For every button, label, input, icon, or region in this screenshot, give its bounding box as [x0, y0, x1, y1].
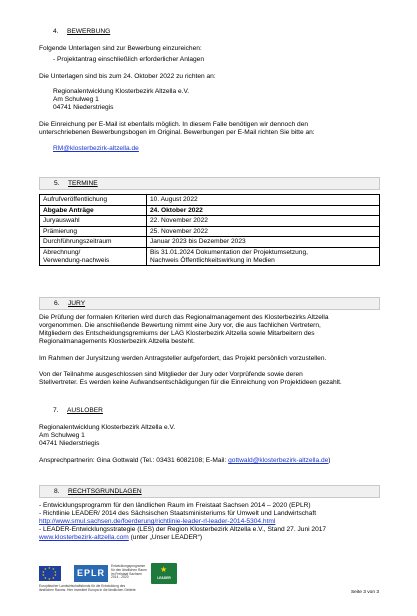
smul-link[interactable]: http://www.smul.sachsen.de/foerderung/richtlinie-leader-rl-leader-2014-5304.html	[39, 518, 276, 525]
section-heading-rechtsgrundlagen: 8. RECHTSGRUNDLAGEN	[54, 488, 142, 495]
section-heading-box	[39, 177, 380, 190]
table-cell-label: Aufrufveröffentlichung	[40, 195, 147, 206]
table-cell-value: 25. November 2022	[147, 226, 380, 237]
paragraph: Im Rahmen der Jurysitzung werden Antragsteller aufgefordert, das Projekt persönlich vorzustellen.	[39, 355, 327, 362]
paragraph: Mitgliedern des Entscheidungsgremiums der LAG Klosterbezirk Altzella sowie Mitarbeitern des	[39, 330, 315, 337]
table-cell-label: Prämierung	[40, 226, 147, 237]
table-row	[40, 247, 380, 265]
eu-flag-icon: ★ ★ ★ ★ ★ ★ ★ ★ ★ ★	[39, 566, 61, 581]
list-item: - Entwicklungsprogramm für den ländlichen Raum im Freistaat Sachsen 2014 – 2020 (EPLR)	[39, 502, 311, 509]
address-line: Regionalentwicklung Klosterbezirk Altzella e.V.	[53, 88, 190, 95]
address-line: 04741 Niederstriegis	[39, 440, 100, 447]
table-row	[40, 237, 380, 248]
star-icon: ★	[160, 565, 168, 574]
list-item: - Projektantrag einschließlich erforderlicher Anlagen	[53, 56, 204, 63]
section-heading-bewerbung: 4. BEWERBUNG	[53, 28, 111, 35]
table-row	[40, 216, 380, 227]
email-link[interactable]: RM@klosterbezirk-altzella.de	[53, 145, 139, 152]
contact-email-link[interactable]: gottwald@klosterbezirk-altzella.de	[228, 457, 329, 464]
website-link[interactable]: www.klosterbezirk-altzella.com	[39, 534, 129, 541]
paragraph: Stellvertreter. Es werden keine Aufwandsentschädigungen für die Einreichung von Projektideen gezahlt.	[39, 379, 342, 386]
paragraph: Regionalmanagements Klosterbezirk Altzella besteht.	[39, 338, 195, 345]
paragraph: Von der Teilnahme ausgeschlossen sind Mitglieder der Jury oder Vorprüfende sowie deren	[39, 371, 303, 378]
eplr-logo: EPLR	[74, 565, 108, 582]
address-line: 04741 Niederstriegis	[53, 104, 114, 111]
paragraph: Die Prüfung der formalen Kriterien wird durch das Regionalmanagement des Klosterbezirks Altzella	[39, 314, 329, 321]
section-heading-box	[39, 297, 380, 310]
section-heading-jury: 6. JURY	[54, 300, 86, 307]
section-heading-termine: 5. TERMINE	[54, 180, 98, 187]
list-item: - LEADER-Entwicklungsstrategie (LES) der Region Klosterbezirk Altzella e.V., Stand 27. Juni 2017	[39, 526, 327, 533]
table-row	[40, 226, 380, 237]
paragraph: Die Unterlagen sind bis zum 24. Oktober 2022 zu richten an:	[39, 73, 216, 80]
table-cell-value: Bis 31.01.2024 Dokumentation der Projektumsetzung, Nachweis Öffentlichkeitswirkung in Medien	[147, 247, 380, 265]
table-cell-value: 24. Oktober 2022	[147, 205, 380, 216]
section-heading-box	[39, 485, 380, 498]
paragraph: Folgende Unterlagen sind zur Bewerbung einzureichen:	[39, 45, 202, 52]
table-cell-value: 22. November 2022	[147, 216, 380, 227]
address-line: Regionalentwicklung Klosterbezirk Altzella e.V.	[39, 424, 176, 431]
paragraph: unterschriebenen Bewerbungsbogen im Original. Bewerbungen per E-Mail richten Sie bitte an:	[39, 129, 315, 136]
table-cell-value: Januar 2023 bis Dezember 2023	[147, 237, 380, 248]
footer-note: Europäischer Landwirtschaftsfonds für die Entwicklung des ländlichen Raums: Hier investiert Europa in die ländlichen Gebiete	[39, 584, 136, 593]
paragraph: vorgenommen. Die anschließende Bewertung nimmt eine Jury vor, die aus fachlichen Vertretern,	[39, 322, 321, 329]
paragraph: Die Einreichung per E-Mail ist ebenfalls möglich. In diesem Falle benötigen wir dennoch den	[39, 121, 309, 128]
table-row	[40, 205, 380, 216]
dates-table	[39, 194, 380, 266]
section-heading-auslober: 7. AUSLOBER	[53, 407, 103, 414]
address-line: Am Schulweg 1	[53, 96, 99, 103]
list-item: - Richtlinie LEADER/ 2014 des Sächsischen Staatsministeriums für Umwelt und Landwirtschaft	[39, 510, 317, 517]
contact-line: Ansprechpartnerin: Gina Gottwald (Tel.: 03431 6082108; E-Mail: gottwald@klosterbezirk-altzella.de)	[39, 457, 331, 464]
page-number: Seite 3 von 3	[350, 590, 379, 595]
list-item: www.klosterbezirk-altzella.com (unter „Unser LEADER“)	[39, 534, 203, 541]
table-cell-label: Juryauswahl	[40, 216, 147, 227]
table-cell-value: 10. August 2022	[147, 195, 380, 206]
table-cell-label: Abgabe Anträge	[40, 205, 147, 216]
table-row	[40, 195, 380, 206]
table-cell-label: Abrechnung/ Verwendung-nachweis	[40, 247, 147, 265]
table-cell-label: Durchführungszeitraum	[40, 237, 147, 248]
address-line: Am Schulweg 1	[39, 432, 85, 439]
leader-logo: ★ LEADER	[151, 563, 177, 584]
eplr-caption: Entwicklungsprogramm für den ländlichen Raum im Freistaat Sachsen 2014 - 2020	[111, 564, 147, 580]
